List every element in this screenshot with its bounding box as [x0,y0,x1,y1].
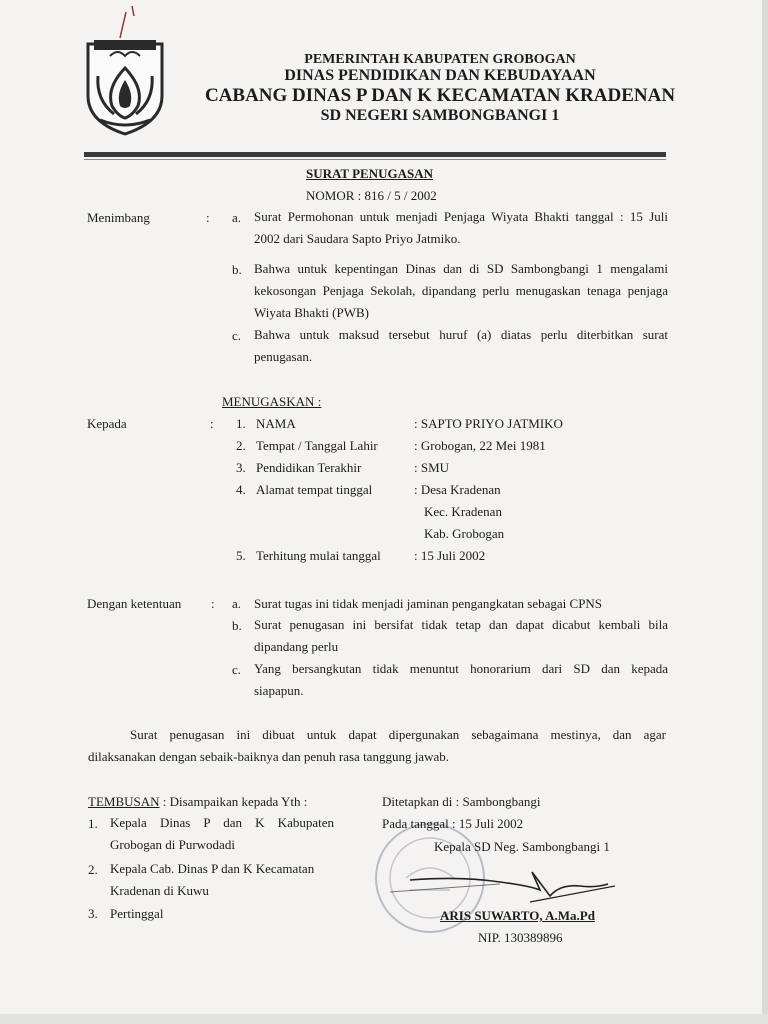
header-line-4: SD NEGERI SAMBONGBANGI 1 [320,107,560,124]
jabatan-line: Kepala SD Neg. Sambongbangi 1 [434,839,610,854]
tembusan-item-3-num: 3. [88,906,98,921]
menimbang-item-b: Bahwa untuk kepentingan Dinas dan di SD Sambongbangi 1 mengalami kekosongan Penjaga Sekolah, dipandang perlu menugaskan tenaga penjaga Wiyata Bhakti (PWB) [254,261,668,320]
kepada-row-1-num: 1. [236,416,246,431]
scan-edge-bottom [0,1014,768,1024]
kepada-row-5-num: 5. [236,548,246,563]
kepada-row-4-value-2: Kec. Kradenan [424,504,502,519]
kepada-colon: : [210,416,214,431]
kepada-row-2-value: : Grobogan, 22 Mei 1981 [414,438,546,453]
kepada-row-2-num: 2. [236,438,246,453]
tembusan-heading: TEMBUSAN : Disampaikan kepada Yth : [88,794,308,809]
ketentuan-colon: : [211,596,215,611]
menimbang-item-c: Bahwa untuk maksud tersebut huruf (a) diatas perlu diterbitkan surat penugasan. [254,327,668,364]
pada-tanggal-line: Pada tanggal : 15 Juli 2002 [382,816,524,831]
kepada-label: Kepada [87,416,127,431]
menugaskan-heading: MENUGASKAN : [222,394,322,409]
kepada-row-5-field: Terhitung mulai tanggal [256,548,381,563]
kepada-row-4-num: 4. [236,482,246,497]
kepada-row-1-value: : SAPTO PRIYO JATMIKO [414,416,563,431]
document-title: SURAT PENUGASAN [306,166,434,181]
menimbang-label: Menimbang [87,210,150,225]
scan-edge-right [762,0,768,1024]
signatory-name: ARIS SUWARTO, A.Ma.Pd [440,908,595,923]
kepada-row-2-field: Tempat / Tanggal Lahir [256,438,378,453]
ketentuan-item-c: Yang bersangkutan tidak menuntut honorarium dari SD dan kepada siapapun. [254,661,668,698]
ketentuan-item-a: Surat tugas ini tidak menjadi jaminan pengangkatan sebagai CPNS [254,596,603,611]
signatory-nip: NIP. 130389896 [478,930,563,945]
tembusan-item-3: Pertinggal [110,906,164,921]
ketentuan-label: Dengan ketentuan [87,596,182,611]
kepada-row-3-value: : SMU [414,460,450,475]
handwritten-signature [380,862,620,912]
menimbang-colon: : [206,210,210,225]
menimbang-item-a: Surat Permohonan untuk menjadi Penjaga Wiyata Bhakti tanggal : 15 Juli 2002 dari Saudara Sapto Priyo Jatmiko. [254,209,668,246]
kepada-row-3-field: Pendidikan Terakhir [256,460,362,475]
tembusan-item-1-num: 1. [88,816,98,831]
ketentuan-letter-b: b. [232,618,242,633]
document-number: NOMOR : 816 / 5 / 2002 [306,188,437,203]
tembusan-item-2: Kepala Cab. Dinas P dan K Kecamatan Kradenan di Kuwu [110,861,315,898]
ketentuan-letter-a: a. [232,596,242,611]
kepada-row-1-field: NAMA [256,416,296,431]
ketentuan-letter-c: c. [232,662,242,677]
kepada-row-5-value: : 15 Juli 2002 [414,548,486,563]
kepada-row-4-value-3: Kab. Grobogan [424,526,505,541]
kepada-row-4-field: Alamat tempat tinggal [256,482,373,497]
menimbang-letter-b: b. [232,262,242,277]
ketentuan-item-b: Surat penugasan ini bersifat tidak tetap dan dapat dicabut kembali bila dipandang perlu [254,617,668,654]
header-line-1: PEMERINTAH KABUPATEN GROBOGAN [304,52,576,67]
tembusan-item-2-num: 2. [88,862,98,877]
tembusan-item-1: Kepala Dinas P dan K Kabupaten Grobogan di Purwodadi [110,815,334,852]
kepada-row-4-value: : Desa Kradenan [414,482,501,497]
menimbang-letter-a: a. [232,210,242,225]
header-line-2: DINAS PENDIDIKAN DAN KEBUDAYAAN [284,67,596,84]
header-line-3: CABANG DINAS P DAN K KECAMATAN KRADENAN [204,85,676,106]
closing-paragraph: Surat penugasan ini dibuat untuk dapat dipergunakan sebagaimana mestinya, dan agar dilaksanakan dengan sebaik-baiknya dan penuh rasa tanggung jawab. [88,727,666,764]
header-divider-thin [84,159,666,160]
kepada-row-3-num: 3. [236,460,246,475]
header-divider [84,152,666,157]
ditetapkan-line: Ditetapkan di : Sambongbangi [382,794,541,809]
menimbang-letter-c: c. [232,328,242,343]
